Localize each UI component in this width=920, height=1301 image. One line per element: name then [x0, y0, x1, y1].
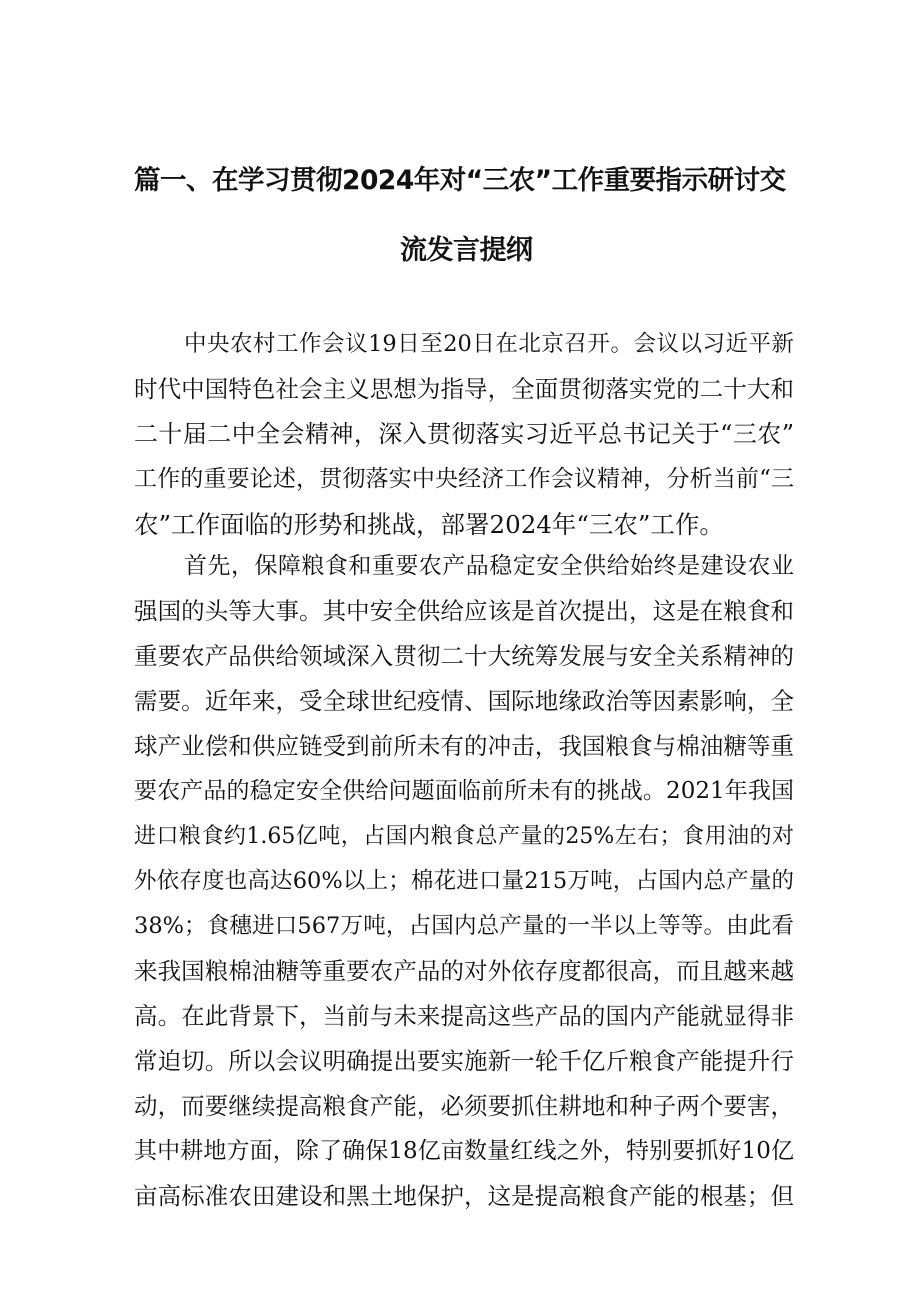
paragraph-line: 强国的头等大事。其中安全供给应该是首次提出，这是在粮食和 — [134, 597, 794, 625]
paragraph-line: 外依存度也高达60%以上；棉花进口量215万吨，占国内总产量的 — [134, 868, 794, 894]
paragraph-1 — [134, 322, 794, 547]
document-title-line-2: 流发言提纲 — [400, 235, 533, 266]
paragraph-line: 农”工作面临的形势和挑战，部署2024年“三农”工作。 — [134, 510, 724, 539]
paragraph-line: 首先，保障粮食和重要农产品稳定安全供给始终是建设农业 — [184, 553, 794, 579]
paragraph-2 — [134, 544, 794, 1219]
paragraph-line: 工作的重要论述，贯彻落实中央经济工作会议精神，分析当前“三 — [134, 466, 794, 492]
paragraph-line: 38%；食穗进口567万吨，占国内总产量的一半以上等等。由此看 — [134, 913, 794, 939]
paragraph-line: 来我国粮棉油糖等重要农产品的对外依存度都很高，而且越来越 — [134, 957, 794, 985]
paragraph-line: 动，而要继续提高粮食产能，必须要抓住耕地和种子两个要害， — [134, 1092, 794, 1120]
paragraph-line: 常迫切。所以会议明确提出要实施新一轮千亿斤粮食产能提升行 — [134, 1047, 794, 1075]
paragraph-line: 其中耕地方面，除了确保18亿亩数量红线之外，特别要抓好10亿 — [134, 1138, 794, 1164]
paragraph-line: 二十届二中全会精神，深入贯彻落实习近平总书记关于“三农” — [134, 420, 794, 448]
paragraph-line: 重要农产品供给领域深入贯彻二十大统筹发展与安全关系精神的 — [134, 642, 794, 670]
paragraph-line: 球产业偿和供应链受到前所未有的冲击，我国粮食与棉油糖等重 — [134, 732, 794, 760]
paragraph-line: 需要。近年来，受全球世纪疫情、国际地缘政治等因素影响，全 — [134, 687, 794, 715]
document-title-line-1: 篇一、在学习贯彻2024年对“三农”工作重要指示研讨交 — [134, 165, 786, 196]
paragraph-line: 亩高标准农田建设和黑土地保护，这是提高粮食产能的根基；但 — [134, 1182, 794, 1210]
paragraph-line: 进口粮食约1.65亿吨，占国内粮食总产量的25%左右；食用油的对 — [134, 824, 794, 849]
paragraph-line: 要农产品的稳定安全供给问题面临前所未有的挑战。2021年我国 — [134, 778, 794, 804]
paragraph-line: 时代中国特色社会主义思想为指导，全面贯彻落实党的二十大和 — [134, 375, 794, 403]
paragraph-line: 中央农村工作会议19日至20日在北京召开。会议以习近平新 — [184, 331, 794, 357]
paragraph-line: 高。在此背景下，当前与未来提高这些产品的国内产能就显得非 — [134, 1002, 794, 1030]
